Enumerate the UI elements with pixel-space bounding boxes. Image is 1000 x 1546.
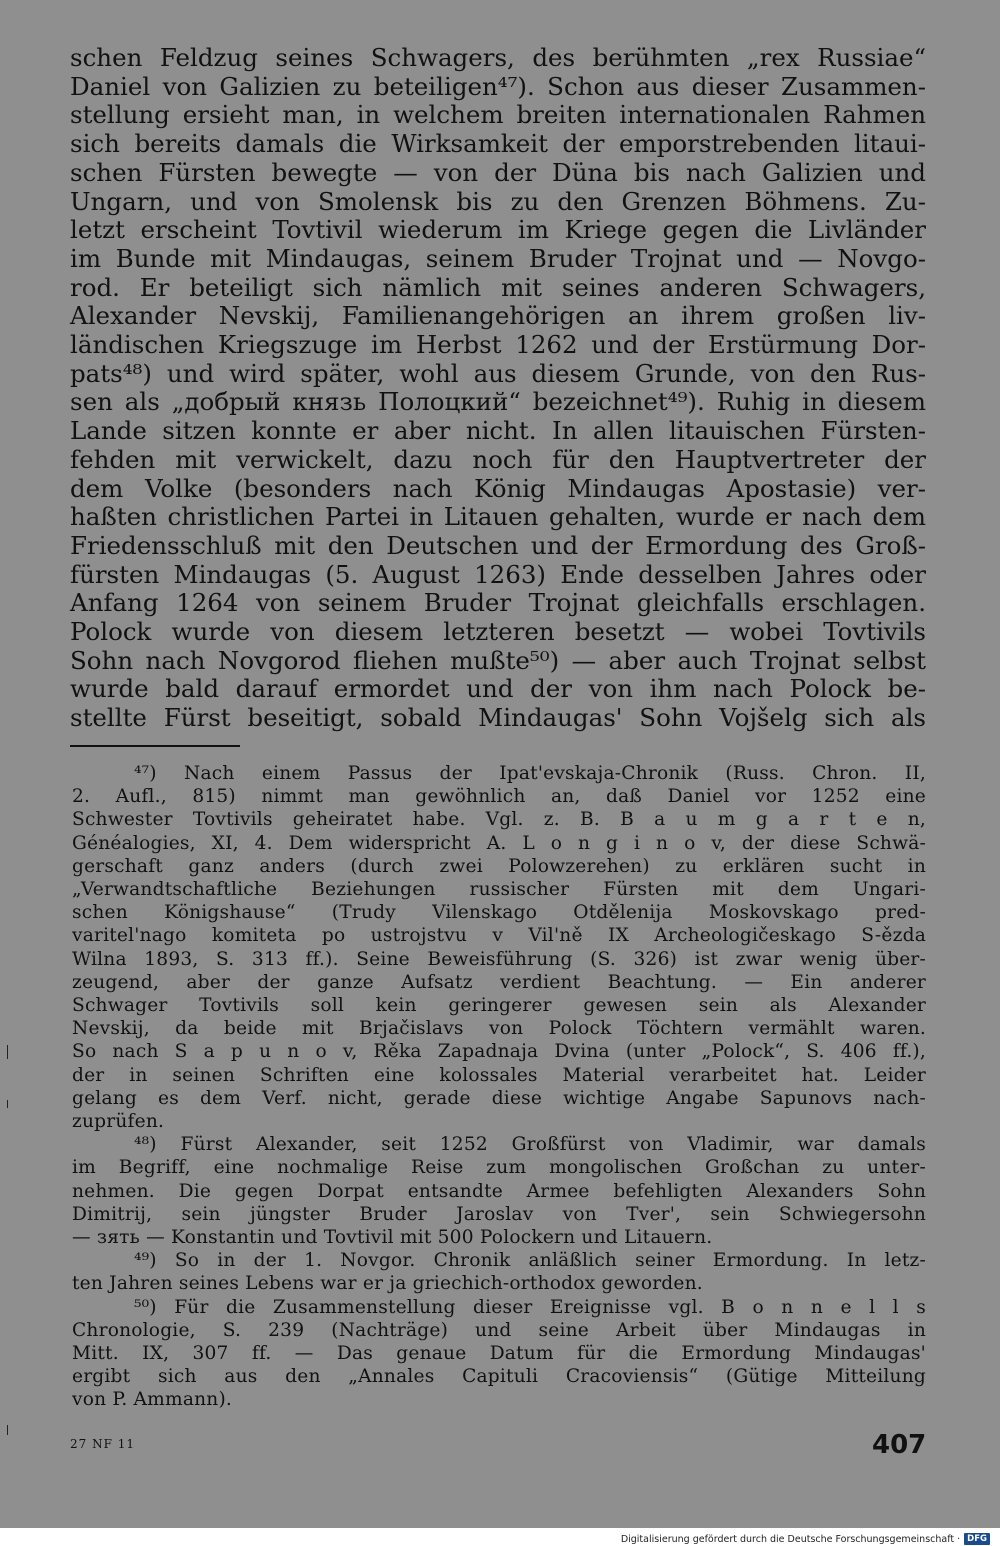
footnote-line: — зять — Konstantin und Tovtivil mit 500 Polockern und Litauern.: [72, 1227, 713, 1249]
footnote-separator: [70, 745, 240, 747]
text-line: Friedensschluß mit den Deutschen und der Ermordung des Groß-: [70, 530, 926, 560]
text-line: fürsten Mindaugas (5. August 1263) Ende desselben Jahres oder: [70, 559, 926, 589]
text-line: Sohn nach Novgorod fliehen mußte⁵⁰) — aber auch Trojnat selbst: [70, 645, 926, 675]
footnote-line: ergibt sich aus den „Annales Capituli Cracoviensis“ (Gütige Mitteilung: [72, 1366, 926, 1388]
text-line: fehden mit verwickelt, dazu noch für den Hauptvertreter der: [70, 444, 926, 474]
footnote-line: Wilna 1893, S. 313 ff.). Seine Beweisführung (S. 326) ist zwar wenig über-: [72, 948, 926, 970]
text-line: stellte Fürst beseitigt, sobald Mindaugas' Sohn Vojšelg sich als: [70, 703, 926, 733]
text-line: pats⁴⁸) und wird später, wohl aus diesem Grunde, von den Rus-: [70, 358, 926, 388]
footnote: [72, 1249, 926, 1295]
footnote-line: „Verwandtschaftliche Beziehungen russischer Fürsten mit dem Ungari-: [72, 879, 926, 901]
text-line: Polock wurde von diesem letzteren besetzt — wobei Tovtivils: [70, 617, 926, 647]
footnote-line: gelang es dem Verf. nicht, gerade diese wichtige Angabe Sapunovs nach-: [72, 1087, 926, 1109]
footnote-line: der in seinen Schriften eine kolossales Material verarbeitet hat. Leider: [72, 1064, 926, 1086]
text-line: sich bereits damals die Wirksamkeit der emporstrebenden litaui-: [70, 129, 926, 159]
footnote: [72, 1133, 926, 1249]
text-line: sen als „добрый князь Полоцкий“ bezeichnet⁴⁹). Ruhig in diesem: [70, 387, 926, 417]
text-line: schen Fürsten bewegte — von der Düna bis nach Galizien und: [70, 157, 926, 187]
text-line: letzt erscheint Tovtivil wiederum im Kriege gegen die Livländer: [70, 215, 926, 245]
footnote-line: zeugend, aber der ganze Aufsatz verdient Beachtung. — Ein anderer: [72, 971, 926, 993]
footnote-line: ⁴⁹) So in der 1. Novgor. Chronik anläßlich seiner Ermordung. In letz-: [134, 1250, 926, 1272]
text-line: schen Feldzug seines Schwagers, des berühmten „rex Russiae“: [70, 43, 926, 72]
footnote-line: zuprüfen.: [72, 1111, 165, 1133]
footnotes: [72, 762, 926, 1412]
signature-mark: 27 NF 11: [70, 1437, 135, 1451]
footnote-line: schen Königshause“ (Trudy Vilenskago Otdělenija Moskovskago pred-: [72, 902, 926, 924]
text-line: ländischen Kriegszuge im Herbst 1262 und der Erstürmung Dor-: [70, 330, 926, 360]
footnote-line: 2. Aufl., 815) nimmt man gewöhnlich an, daß Daniel vor 1252 eine: [72, 786, 926, 808]
footnote-line: ⁴⁷) Nach einem Passus der Ipat'evskaja-Chronik (Russ. Chron. II,: [134, 763, 926, 784]
text-line: haßten christlichen Partei in Litauen gehalten, wurde er nach dem: [70, 502, 926, 532]
text-line: stellung ersieht man, in welchem breiten internationalen Rahmen: [70, 100, 926, 130]
footnote-line: nehmen. Die gegen Dorpat entsandte Armee befehligten Alexanders Sohn: [72, 1180, 926, 1202]
text-line: Lande sitzen konnte er aber nicht. In allen litauischen Fürsten-: [70, 416, 926, 446]
footnote: [72, 762, 926, 1133]
footnote-line: ⁴⁸) Fürst Alexander, seit 1252 Großfürst von Vladimir, war damals: [134, 1134, 926, 1156]
text-line: wurde bald darauf ermordet und der von ihm nach Polock be-: [70, 674, 926, 704]
footnote-line: varitel'nago komiteta po ustrojstvu v Vil'ně IX Archeologičeskago S-ězda: [72, 925, 926, 947]
footnote-line: Généalogies, XI, 4. Dem widerspricht A. L o n g i n o v, der diese Schwä-: [72, 832, 926, 854]
text-line: dem Volke (besonders nach König Mindaugas Apostasie) ver-: [70, 473, 926, 503]
margin-mark: [7, 1045, 8, 1059]
footnote-line: ten Jahren seines Lebens war er ja griechich-orthodox geworden.: [72, 1273, 703, 1295]
footnote-line: von P. Ammann).: [72, 1389, 233, 1411]
dfg-logo: DFG: [964, 1533, 990, 1545]
footnote-line: Schwager Tovtivils soll kein geringerer gewesen sein als Alexander: [72, 995, 926, 1017]
footnote-line: ⁵⁰) Für die Zusammenstellung dieser Ereignisse vgl. B o n n e l l s: [134, 1296, 926, 1318]
text-line: Anfang 1264 von seinem Bruder Trojnat gleichfalls erschlagen.: [70, 588, 926, 618]
footnote-line: Schwester Tovtivils geheiratet habe. Vgl. z. B. B a u m g a r t e n,: [72, 809, 926, 831]
text-line: im Bunde mit Mindaugas, seinem Bruder Trojnat und — Novgo-: [70, 243, 926, 273]
text-line: Daniel von Galizien zu beteiligen⁴⁷). Schon aus dieser Zusammen-: [70, 71, 926, 101]
footnote: [72, 1296, 926, 1412]
text-line: Ungarn, und von Smolensk bis zu den Grenzen Böhmens. Zu-: [70, 186, 926, 216]
footnote-line: Dimitrij, sein jüngster Bruder Jaroslav von Tver', sein Schwiegersohn: [72, 1203, 926, 1225]
footer-credit-bar: [621, 1532, 990, 1546]
main-text: [70, 44, 926, 733]
footnote-line: Chronologie, S. 239 (Nachträge) und seine Arbeit über Mindaugas in: [72, 1319, 926, 1341]
page-number: 407: [872, 1430, 927, 1460]
footnote-line: Mitt. IX, 307 ff. — Das genaue Datum für die Ermordung Mindaugas': [72, 1343, 926, 1365]
margin-mark: [7, 1100, 8, 1108]
footnote-line: So nach S a p u n o v, Rěka Zapadnaja Dvina (unter „Polock“, S. 406 ff.),: [72, 1041, 926, 1063]
footnote-line: im Begriff, eine nochmalige Reise zum mongolischen Großchan zu unter-: [72, 1157, 926, 1179]
footnote-line: gerschaft ganz anders (durch zwei Polowzerehen) zu erklären sucht in: [72, 855, 926, 877]
text-line: Alexander Nevskij, Familienangehörigen an ihrem großen liv-: [70, 301, 926, 331]
margin-mark: [7, 1425, 8, 1435]
footnote-line: Nevskij, da beide mit Brjačislavs von Polock Töchtern vermählt waren.: [72, 1018, 926, 1040]
text-line: rod. Er beteiligt sich nämlich mit seines anderen Schwagers,: [70, 272, 926, 302]
footer-credit-text: Digitalisierung gefördert durch die Deutsche Forschungsgemeinschaft ·: [620, 1533, 961, 1545]
